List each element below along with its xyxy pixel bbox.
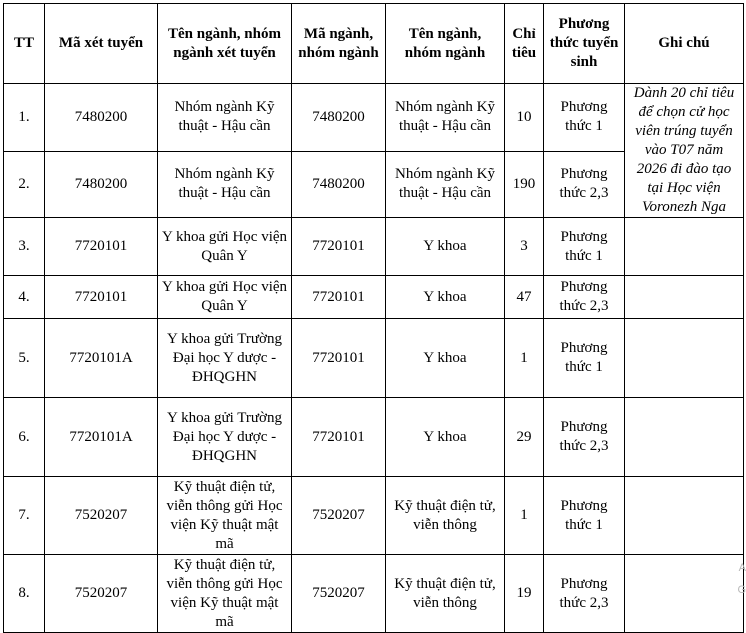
cell-tt: 4. bbox=[4, 276, 45, 319]
cell-ten-nganh-xet-tuyen: Nhóm ngành Kỹ thuật - Hậu cần bbox=[158, 84, 292, 152]
cell-ten-nganh-xet-tuyen: Y khoa gửi Học viện Quân Y bbox=[158, 218, 292, 276]
cell-ten-nganh: Y khoa bbox=[386, 276, 505, 319]
cell-phuong-thuc: Phương thức 2,3 bbox=[544, 151, 625, 217]
cell-ten-nganh: Kỹ thuật điện tử, viễn thông bbox=[386, 477, 505, 555]
cell-tt: 6. bbox=[4, 398, 45, 477]
cell-tt: 7. bbox=[4, 477, 45, 555]
cell-tt: 5. bbox=[4, 319, 45, 398]
cell-ghi-chu-empty bbox=[625, 319, 744, 398]
edge-artifact: A bbox=[738, 562, 746, 574]
cell-ghi-chu-note: Dành 20 chỉ tiêu để chọn cử học viên trúng tuyển vào T07 năm 2026 đi đào tạo tại Học viện Voronezh Nga bbox=[625, 84, 744, 218]
table-row bbox=[4, 398, 744, 477]
cell-ma-xet-tuyen: 7720101A bbox=[45, 398, 158, 477]
header-row bbox=[4, 4, 744, 84]
cell-phuong-thuc: Phương thức 1 bbox=[544, 477, 625, 555]
table-row bbox=[4, 218, 744, 276]
cell-chi-tieu: 3 bbox=[505, 218, 544, 276]
table-row bbox=[4, 477, 744, 555]
cell-ma-xet-tuyen: 7520207 bbox=[45, 477, 158, 555]
header-tt: TT bbox=[4, 4, 45, 84]
cell-chi-tieu: 47 bbox=[505, 276, 544, 319]
cell-chi-tieu: 1 bbox=[505, 319, 544, 398]
cell-ma-xet-tuyen: 7480200 bbox=[45, 84, 158, 152]
header-ghi-chu: Ghi chú bbox=[625, 4, 744, 84]
cell-ten-nganh-xet-tuyen: Nhóm ngành Kỹ thuật - Hậu cần bbox=[158, 151, 292, 217]
cell-ten-nganh-xet-tuyen: Y khoa gửi Học viện Quân Y bbox=[158, 276, 292, 319]
admissions-table bbox=[3, 3, 744, 633]
cell-phuong-thuc: Phương thức 1 bbox=[544, 218, 625, 276]
cell-ten-nganh: Y khoa bbox=[386, 398, 505, 477]
cell-tt: 1. bbox=[4, 84, 45, 152]
cell-chi-tieu: 10 bbox=[505, 84, 544, 152]
table-row bbox=[4, 276, 744, 319]
header-ten-nganh: Tên ngành, nhóm ngành bbox=[386, 4, 505, 84]
table-row bbox=[4, 555, 744, 633]
cell-ma-nganh: 7720101 bbox=[292, 398, 386, 477]
cell-ten-nganh: Kỹ thuật điện tử, viễn thông bbox=[386, 555, 505, 633]
cell-tt: 8. bbox=[4, 555, 45, 633]
cell-ma-nganh: 7720101 bbox=[292, 276, 386, 319]
table-row bbox=[4, 84, 744, 152]
cell-ten-nganh-xet-tuyen: Kỹ thuật điện tử, viễn thông gửi Học viện Kỹ thuật mật mã bbox=[158, 555, 292, 633]
cell-tt: 2. bbox=[4, 151, 45, 217]
cell-ma-nganh: 7720101 bbox=[292, 319, 386, 398]
cell-tt: 3. bbox=[4, 218, 45, 276]
table-row bbox=[4, 319, 744, 398]
cell-phuong-thuc: Phương thức 2,3 bbox=[544, 398, 625, 477]
cell-ten-nganh-xet-tuyen: Kỹ thuật điện tử, viễn thông gửi Học viện Kỹ thuật mật mã bbox=[158, 477, 292, 555]
cell-phuong-thuc: Phương thức 2,3 bbox=[544, 276, 625, 319]
cell-phuong-thuc: Phương thức 1 bbox=[544, 84, 625, 152]
cell-chi-tieu: 1 bbox=[505, 477, 544, 555]
cell-ma-xet-tuyen: 7720101 bbox=[45, 276, 158, 319]
cell-ghi-chu-empty bbox=[625, 276, 744, 319]
cell-ma-nganh: 7720101 bbox=[292, 218, 386, 276]
cell-chi-tieu: 190 bbox=[505, 151, 544, 217]
cell-phuong-thuc: Phương thức 2,3 bbox=[544, 555, 625, 633]
cell-ghi-chu-empty bbox=[625, 555, 744, 633]
cell-ten-nganh: Y khoa bbox=[386, 319, 505, 398]
cell-chi-tieu: 19 bbox=[505, 555, 544, 633]
cell-ghi-chu-empty bbox=[625, 218, 744, 276]
cell-ten-nganh: Nhóm ngành Kỹ thuật - Hậu cần bbox=[386, 84, 505, 152]
cell-ma-xet-tuyen: 7480200 bbox=[45, 151, 158, 217]
header-chi-tieu: Chỉ tiêu bbox=[505, 4, 544, 84]
cell-ma-xet-tuyen: 7720101A bbox=[45, 319, 158, 398]
cell-ma-nganh: 7480200 bbox=[292, 84, 386, 152]
cell-ten-nganh-xet-tuyen: Y khoa gửi Trường Đại học Y dược - ĐHQGHN bbox=[158, 398, 292, 477]
cell-ghi-chu-empty bbox=[625, 398, 744, 477]
cell-ten-nganh: Nhóm ngành Kỹ thuật - Hậu cần bbox=[386, 151, 505, 217]
cell-chi-tieu: 29 bbox=[505, 398, 544, 477]
cell-ten-nganh: Y khoa bbox=[386, 218, 505, 276]
cell-ma-nganh: 7520207 bbox=[292, 555, 386, 633]
edge-artifact: G bbox=[737, 584, 746, 596]
header-ma-nganh: Mã ngành, nhóm ngành bbox=[292, 4, 386, 84]
cell-ma-nganh: 7480200 bbox=[292, 151, 386, 217]
cell-ghi-chu-empty bbox=[625, 477, 744, 555]
header-ma-xet-tuyen: Mã xét tuyển bbox=[45, 4, 158, 84]
cell-ma-xet-tuyen: 7520207 bbox=[45, 555, 158, 633]
cell-ma-nganh: 7520207 bbox=[292, 477, 386, 555]
header-ten-nganh-xet-tuyen: Tên ngành, nhóm ngành xét tuyển bbox=[158, 4, 292, 84]
header-phuong-thuc: Phương thức tuyển sinh bbox=[544, 4, 625, 84]
cell-ma-xet-tuyen: 7720101 bbox=[45, 218, 158, 276]
cell-phuong-thuc: Phương thức 1 bbox=[544, 319, 625, 398]
cell-ten-nganh-xet-tuyen: Y khoa gửi Trường Đại học Y dược - ĐHQGHN bbox=[158, 319, 292, 398]
